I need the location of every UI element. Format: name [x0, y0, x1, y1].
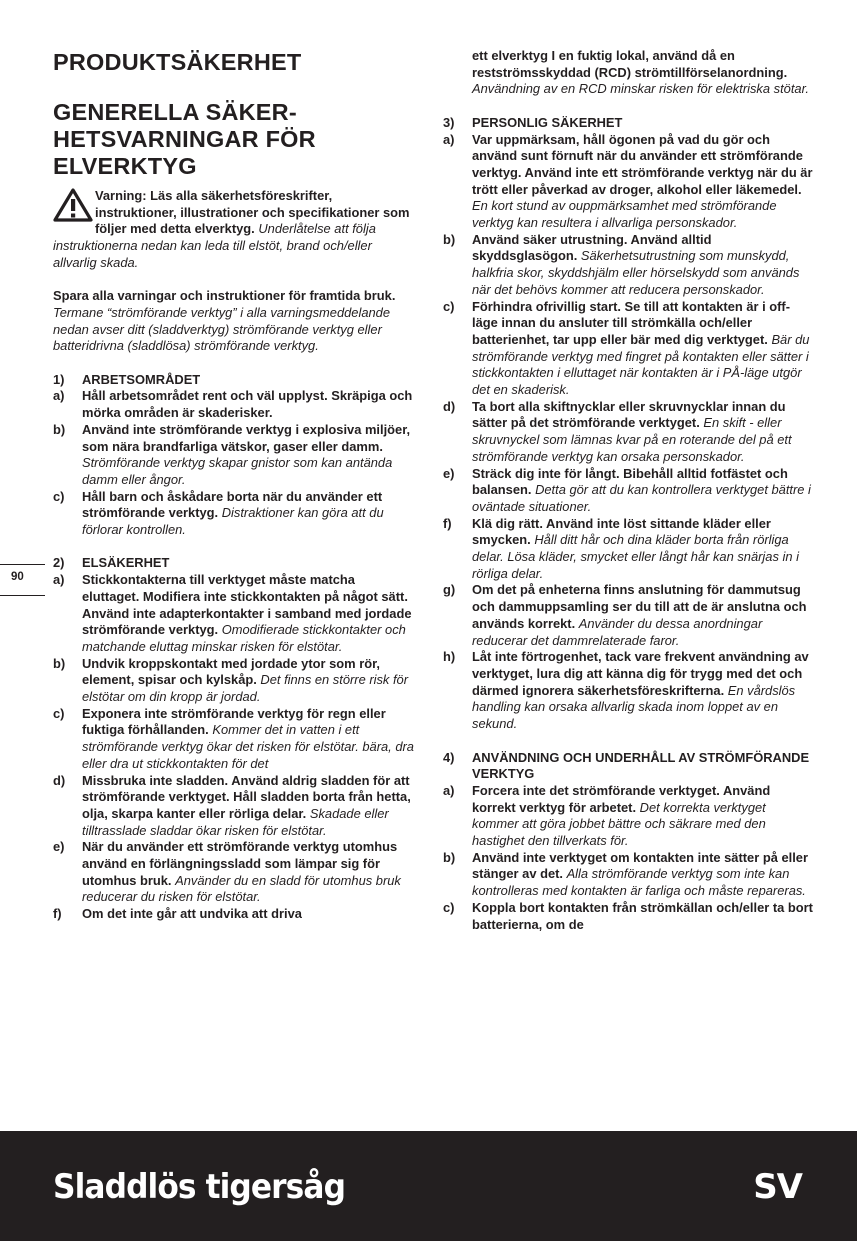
item-bold: Koppla bort kontakten från strömkällan och/eller ta bort batterierna, om de	[472, 899, 813, 932]
right-column	[443, 48, 813, 933]
footer-bar	[0, 1131, 857, 1241]
section-4	[443, 750, 813, 934]
save-bold-text: Spara alla varningar och instruktioner för framtida bruk.	[53, 288, 396, 304]
item-italic: Användning av en RCD minskar risken för elektriska stötar.	[472, 81, 809, 97]
item-bold: Håll barn och åskådare borta när du använder ett strömförande verktyg.	[82, 488, 383, 521]
item-bold: Om det inte går att undvika att driva	[82, 906, 302, 922]
item-letter: b)	[53, 655, 66, 671]
item-italic: Strömförande verktyg skapar gnistor som kan antända damm eller ångor.	[82, 455, 393, 487]
item-letter: b)	[443, 849, 456, 865]
item-letter: h)	[443, 649, 456, 665]
item-letter: c)	[53, 705, 65, 721]
item-letter: f)	[443, 515, 452, 531]
section-number: 3)	[443, 114, 455, 130]
list-item	[443, 399, 813, 466]
item-bold: Använd inte verktyget om kontakten inte sätter på eller stänger av det.	[472, 849, 808, 882]
item-letter: c)	[443, 298, 455, 314]
section-number: 4)	[443, 749, 455, 765]
section-1	[53, 372, 415, 539]
item-italic: Detta gör att du kan kontrollera verktyget bättre i oväntade situationer.	[472, 482, 811, 514]
item-bold: Undvik kroppskontakt med jordade ytor som rör, element, spisar och kylskåp.	[82, 655, 380, 688]
list-item	[443, 232, 813, 299]
section-number: 1)	[53, 371, 65, 387]
warning-triangle-icon	[53, 188, 93, 222]
item-bold: Stickkontakterna till verktyget måste matcha eluttaget. Modifiera inte stickkontakten på något sätt. Använd inte adapterkontakter i samband med jordade strömförande verktyg.	[82, 572, 412, 638]
item-italic: Distraktioner kan göra att du förlorar kontrollen.	[82, 505, 384, 538]
item-bold: Sträck dig inte för långt. Bibehåll alltid fotfästet och balansen.	[472, 465, 788, 498]
item-italic: Använder du dessa anordningar reducerar det dammrelaterade faror.	[472, 615, 763, 648]
item-bold: Använd säker utrustning. Använd alltid skyddsglasögon.	[472, 231, 712, 264]
item-italic: En vårdslös handling kan orsaka allvarlig skada inom loppet av en sekund.	[472, 682, 796, 732]
item-letter: a)	[53, 388, 65, 404]
section-title: ANVÄNDNING OCH UNDERHÅLL AV STRÖMFÖRANDE VERKTYG	[472, 749, 810, 782]
item-letter: c)	[443, 899, 455, 915]
item-italic: Kommer det in vatten i ett strömförande verktyg ökar det risken för elstötar. bära, dra eller dra ut stickkontakten för det	[82, 722, 414, 771]
footer-title: Sladdlös tigersåg	[53, 1167, 346, 1207]
item-italic: Omodifierade stickkontakter och matchande eluttag minskar risken för elstötar.	[82, 622, 406, 654]
item-letter: a)	[443, 782, 455, 798]
item-letter: e)	[53, 839, 65, 855]
list-item	[443, 582, 813, 649]
list-item	[53, 656, 415, 706]
list-item	[443, 132, 813, 232]
item-bold: När du använder ett strömförande verktyg utomhus använd en förlängningssladd som lämpar sig för utomhus bruk.	[82, 839, 398, 888]
item-letter: e)	[443, 465, 455, 481]
item-bold: Klä dig rätt. Använd inte löst sittande kläder eller smycken.	[472, 515, 771, 548]
item-letter: c)	[53, 488, 65, 504]
section-3	[443, 115, 813, 733]
continued-item	[443, 48, 813, 98]
section-title: ARBETSOMRÅDET	[82, 371, 201, 387]
section-title: ELSÄKERHET	[82, 555, 170, 571]
item-bold: Låt inte förtrogenhet, tack vare frekvent användning av verktyget, lura dig att känna dig för trygg med det och därmed ignorera säkerhetsföreskrifterna.	[472, 649, 809, 698]
item-letter: a)	[443, 131, 455, 147]
item-italic: Bär du strömförande verktyg med fingret på kontakten eller sätter i stickkontakten i elluttaget när kontakten är i PÅ-läge utgör det en skaderisk.	[472, 331, 810, 398]
list-item	[443, 783, 813, 850]
item-italic: Det korrekta verktyget kommer att göra jobbet bättre och säkrare med den hastighet den tillverkats för.	[472, 799, 766, 849]
save-instructions	[53, 288, 415, 355]
list-item	[53, 489, 415, 539]
section-heading: GENERELLA SÄKER-HETSVARNINGAR FÖR ELVERKTYG	[53, 99, 316, 179]
list-item	[53, 773, 415, 840]
item-letter: d)	[443, 398, 456, 414]
list-item	[53, 572, 415, 656]
warning-bold-text: Varning: Läs alla säkerhetsföreskrifter, instruktioner, illustrationer och specifikationer som följer med detta elverktyg.	[95, 188, 410, 237]
item-letter: f)	[53, 906, 62, 922]
item-italic: Använder du en sladd för utomhus bruk reducerar du risken för elstötar.	[82, 872, 401, 905]
item-letter: d)	[53, 772, 66, 788]
list-item	[443, 850, 813, 900]
item-letter: g)	[443, 582, 456, 598]
section-number: 2)	[53, 555, 65, 571]
warning-paragraph	[53, 188, 415, 272]
page-heading: PRODUKTSÄKERHET	[53, 49, 302, 75]
save-italic-text: Termane “strömförande verktyg” i alla varningsmeddelande nedan avser ditt (sladdverktyg) strömförande verktyg eller batteridrivna (sladdlösa) strömförande verktyg.	[53, 304, 390, 354]
item-letter: b)	[443, 231, 456, 247]
item-bold: Om det på enheterna finns anslutning för dammutsug och dammuppsamling ser du till att de är anslutna och används korrekt.	[472, 582, 807, 631]
item-italic: Säkerhetsutrustning som munskydd, halkfria skor, skyddshjälm eller hörselskydd som används när det behövs kommer att reducera personskador.	[472, 248, 800, 297]
section-title: PERSONLIG SÄKERHET	[472, 114, 623, 130]
item-bold: Använd inte strömförande verktyg i explosiva miljöer, som nära brandfarliga vätskor, gaser eller damm.	[82, 421, 411, 454]
item-italic: Alla strömförande verktyg som inte kan kontrolleras med kontakten är farliga och måste repareras.	[472, 866, 806, 899]
item-bold: Exponera inte strömförande verktyg för regn eller fuktiga förhållanden.	[82, 705, 386, 738]
item-italic: En skift - eller skruvnyckel som lämnas kvar på en roterande del på ett strömförande verktyg kan orsaka personskador.	[472, 415, 792, 464]
item-bold: Forcera inte det strömförande verktyget. Använd korrekt verktyg för arbetet.	[472, 782, 771, 815]
item-bold: Håll arbetsområdet rent och väl upplyst. Skräpiga och mörka områden är skaderisker.	[82, 388, 413, 421]
list-item	[443, 649, 813, 733]
footer-language: SV	[753, 1167, 802, 1207]
item-italic: Skadade eller tilltrasslade sladdar ökar risken för elstötar.	[82, 805, 389, 838]
list-item	[443, 299, 813, 399]
item-bold: Missbruka inte sladden. Använd aldrig sladden för att strömförande verktyget. Håll sladden borta från hetta, olja, skarpa kanter eller rörliga delar.	[82, 772, 411, 821]
list-item	[443, 466, 813, 516]
list-item	[53, 906, 415, 923]
list-item	[443, 900, 813, 933]
item-letter: b)	[53, 421, 66, 437]
list-item	[53, 706, 415, 773]
item-letter: a)	[53, 572, 65, 588]
list-item	[53, 388, 415, 421]
list-item	[53, 422, 415, 489]
item-italic: Håll ditt hår och dina kläder borta från rörliga delar. Lösa kläder, smycket eller långt hår kan snärjas in i rörliga delar.	[472, 532, 799, 581]
item-bold: Var uppmärksam, håll ögonen på vad du gör och använd sunt förnuft när du använder ett strömförande verktyg. Använd inte ett strömförande verktyg när du är trött eller påverkad av droger, alkohol eller läkemedel.	[472, 131, 813, 197]
warning-italic-text: Underlåtelse att följa instruktionerna nedan kan leda till elstöt, brand och/eller allvarlig skada.	[53, 221, 376, 270]
list-item	[53, 839, 415, 906]
page-number-tab	[0, 564, 45, 596]
item-bold: Förhindra ofrivillig start. Se till att kontakten är i off-läge innan du ansluter till strömkälla och/eller batterienhet, tar upp eller bär med dig verktyget.	[472, 298, 791, 347]
item-bold: ett elverktyg I en fuktig lokal, använd då en restströmsskyddad (RCD) strömtillförselanordning.	[472, 48, 788, 80]
list-item	[443, 516, 813, 583]
page-number: 90	[11, 571, 24, 583]
left-column	[53, 48, 415, 923]
section-2	[53, 555, 415, 922]
item-bold: Ta bort alla skiftnycklar eller skruvnycklar innan du sätter på det strömförande verktyget.	[472, 398, 786, 431]
item-italic: En kort stund av ouppmärksamhet med strömförande verktyg kan resultera i allvarliga personskador.	[472, 198, 777, 231]
item-italic: Det finns en större risk för elstötar om din kropp är jordad.	[82, 672, 408, 705]
